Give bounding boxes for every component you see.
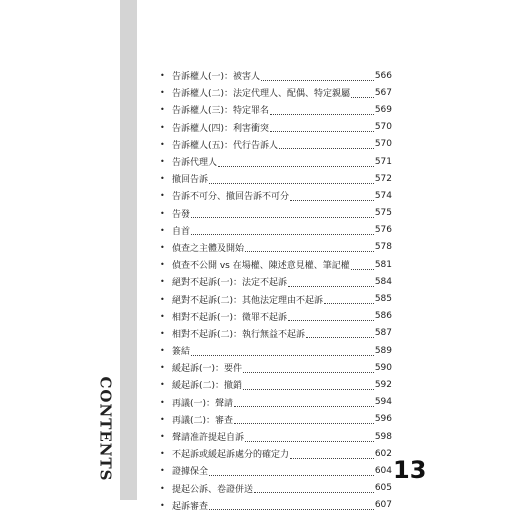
toc-entry-page: 598 — [374, 431, 392, 442]
bullet-icon: • — [160, 157, 165, 167]
dot-leader — [243, 365, 374, 373]
bullet-icon: • — [160, 225, 165, 235]
toc-entry-page: 581 — [374, 259, 392, 270]
bullet-icon: • — [160, 260, 165, 270]
toc-entry-title: 告訴權人(一)：被害人 — [172, 72, 261, 83]
toc-entry-page: 567 — [374, 87, 392, 98]
toc-entry-page: 570 — [374, 122, 392, 133]
toc-entry-page: 589 — [374, 345, 392, 356]
bullet-icon: • — [160, 242, 165, 252]
toc-entry-page: 590 — [374, 362, 392, 373]
toc-entry-page: 594 — [374, 397, 392, 408]
dot-leader — [209, 502, 374, 510]
toc-entry-page: 604 — [374, 465, 392, 476]
bullet-icon: • — [160, 294, 165, 304]
toc-entry-title: 相對不起訴(一)：微罪不起訴 — [172, 312, 288, 323]
bullet-icon: • — [160, 71, 165, 81]
bullet-icon: • — [160, 191, 165, 201]
toc-entry — [160, 136, 392, 153]
toc-entry-page: 578 — [374, 242, 392, 253]
toc-entry-title: 再議(二)：審查 — [172, 415, 234, 426]
bullet-icon: • — [160, 500, 165, 510]
page-number: 13 — [393, 456, 427, 484]
toc-entry-title: 告訴權人(四)：利害衝突 — [172, 123, 270, 134]
toc-entry — [160, 187, 392, 204]
bullet-icon: • — [160, 483, 165, 493]
dot-leader — [243, 382, 374, 390]
toc-entry — [160, 376, 392, 393]
toc-entry — [160, 273, 392, 290]
toc-entry-page: 570 — [374, 139, 392, 150]
toc-entry-page: 585 — [374, 294, 392, 305]
toc-entry — [160, 428, 392, 445]
dot-leader — [290, 451, 374, 459]
toc-entry-title: 告訴代理人 — [172, 158, 218, 169]
toc-entry — [160, 411, 392, 428]
toc-entry-page: 569 — [374, 104, 392, 115]
toc-entry-page: 605 — [374, 483, 392, 494]
toc-entry-page: 607 — [374, 500, 392, 511]
toc-entry — [160, 445, 392, 462]
toc-entry-title: 絕對不起訴(二)：其他法定理由不起訴 — [172, 295, 324, 306]
toc-entry-page: 571 — [374, 156, 392, 167]
toc-entry-page: 574 — [374, 190, 392, 201]
bullet-icon: • — [160, 414, 165, 424]
toc-entry — [160, 170, 392, 187]
toc-entry-title: 告訴不可分、撤回告訴不可分 — [172, 192, 290, 203]
toc-entry-page: 602 — [374, 448, 392, 459]
bullet-icon: • — [160, 277, 165, 287]
toc-entry-title: 聲請准許提起自訴 — [172, 433, 245, 444]
toc-entry — [160, 153, 392, 170]
bullet-icon: • — [160, 466, 165, 476]
toc-entry-page: 596 — [374, 414, 392, 425]
toc-entry — [160, 342, 392, 359]
bullet-icon: • — [160, 432, 165, 442]
toc-entry-title: 不起訴或緩起訴處分的確定力 — [172, 450, 290, 461]
dot-leader — [209, 468, 374, 476]
bullet-icon: • — [160, 311, 165, 321]
contents-side-label — [96, 376, 116, 482]
bullet-icon: • — [160, 380, 165, 390]
bullet-icon: • — [160, 397, 165, 407]
toc-entry-page: 575 — [374, 208, 392, 219]
toc-entry-title: 自首 — [172, 226, 191, 237]
toc-entry-page: 576 — [374, 225, 392, 236]
toc-entry-title: 撤回告訴 — [172, 175, 209, 186]
bullet-icon: • — [160, 174, 165, 184]
toc-entry-title: 緩起訴(二)：撤銷 — [172, 381, 243, 392]
dot-leader — [191, 348, 374, 356]
dot-leader — [279, 141, 374, 149]
dot-leader — [191, 227, 374, 235]
toc-entry — [160, 290, 392, 307]
toc-entry-page: 586 — [374, 311, 392, 322]
dot-leader — [324, 296, 374, 304]
toc-entry — [160, 325, 392, 342]
bullet-icon: • — [160, 328, 165, 338]
toc-entry — [160, 222, 392, 239]
dot-leader — [351, 262, 374, 270]
table-of-contents — [160, 67, 392, 514]
contents-label-text: CONTENTS — [97, 376, 115, 482]
dot-leader — [245, 434, 374, 442]
toc-entry — [160, 480, 392, 497]
toc-entry — [160, 462, 392, 479]
toc-entry-page: 572 — [374, 173, 392, 184]
dot-leader — [191, 210, 374, 218]
toc-entry-title: 告發 — [172, 209, 191, 220]
toc-entry-title: 告訴權人(五)：代行告訴人 — [172, 140, 279, 151]
dot-leader — [218, 159, 374, 167]
toc-entry-title: 起訴審查 — [172, 501, 209, 512]
toc-entry — [160, 67, 392, 84]
dot-leader — [234, 399, 374, 407]
dot-leader — [351, 90, 374, 98]
toc-entry-page: 587 — [374, 328, 392, 339]
side-strip — [120, 0, 137, 500]
toc-entry-title: 再議(一)：聲請 — [172, 398, 234, 409]
dot-leader — [254, 485, 374, 493]
bullet-icon: • — [160, 139, 165, 149]
bullet-icon: • — [160, 449, 165, 459]
toc-entry-title: 告訴權人(二)：法定代理人、配偶、特定親屬 — [172, 89, 351, 100]
toc-entry-title: 偵查之主體及開始 — [172, 243, 245, 254]
dot-leader — [306, 330, 374, 338]
toc-entry-page: 592 — [374, 379, 392, 390]
toc-entry-page: 584 — [374, 276, 392, 287]
bullet-icon: • — [160, 88, 165, 98]
toc-entry — [160, 84, 392, 101]
toc-entry-title: 偵查不公開 vs 在場權、陳述意見權、筆記權 — [172, 261, 350, 272]
dot-leader — [290, 193, 374, 201]
toc-entry — [160, 256, 392, 273]
dot-leader — [288, 279, 374, 287]
dot-leader — [288, 313, 374, 321]
toc-entry — [160, 394, 392, 411]
toc-entry — [160, 101, 392, 118]
toc-entry — [160, 239, 392, 256]
dot-leader — [270, 124, 374, 132]
toc-entry-title: 絕對不起訴(一)：法定不起訴 — [172, 278, 288, 289]
dot-leader — [234, 416, 374, 424]
toc-entry — [160, 308, 392, 325]
toc-entry-page: 566 — [374, 70, 392, 81]
bullet-icon: • — [160, 122, 165, 132]
toc-entry-title: 緩起訴(一)：要件 — [172, 364, 243, 375]
toc-entry-title: 相對不起訴(二)：執行無益不起訴 — [172, 329, 306, 340]
toc-entry-title: 證據保全 — [172, 467, 209, 478]
toc-entry — [160, 359, 392, 376]
dot-leader — [209, 176, 374, 184]
dot-leader — [270, 107, 374, 115]
toc-entry — [160, 205, 392, 222]
bullet-icon: • — [160, 208, 165, 218]
toc-entry — [160, 119, 392, 136]
bullet-icon: • — [160, 105, 165, 115]
bullet-icon: • — [160, 363, 165, 373]
toc-entry — [160, 497, 392, 514]
dot-leader — [245, 244, 374, 252]
toc-entry-title: 簽結 — [172, 347, 191, 358]
toc-entry-title: 告訴權人(三)：特定罪名 — [172, 106, 270, 117]
bullet-icon: • — [160, 346, 165, 356]
dot-leader — [261, 73, 374, 81]
toc-entry-title: 提起公訴、卷證併送 — [172, 484, 254, 495]
